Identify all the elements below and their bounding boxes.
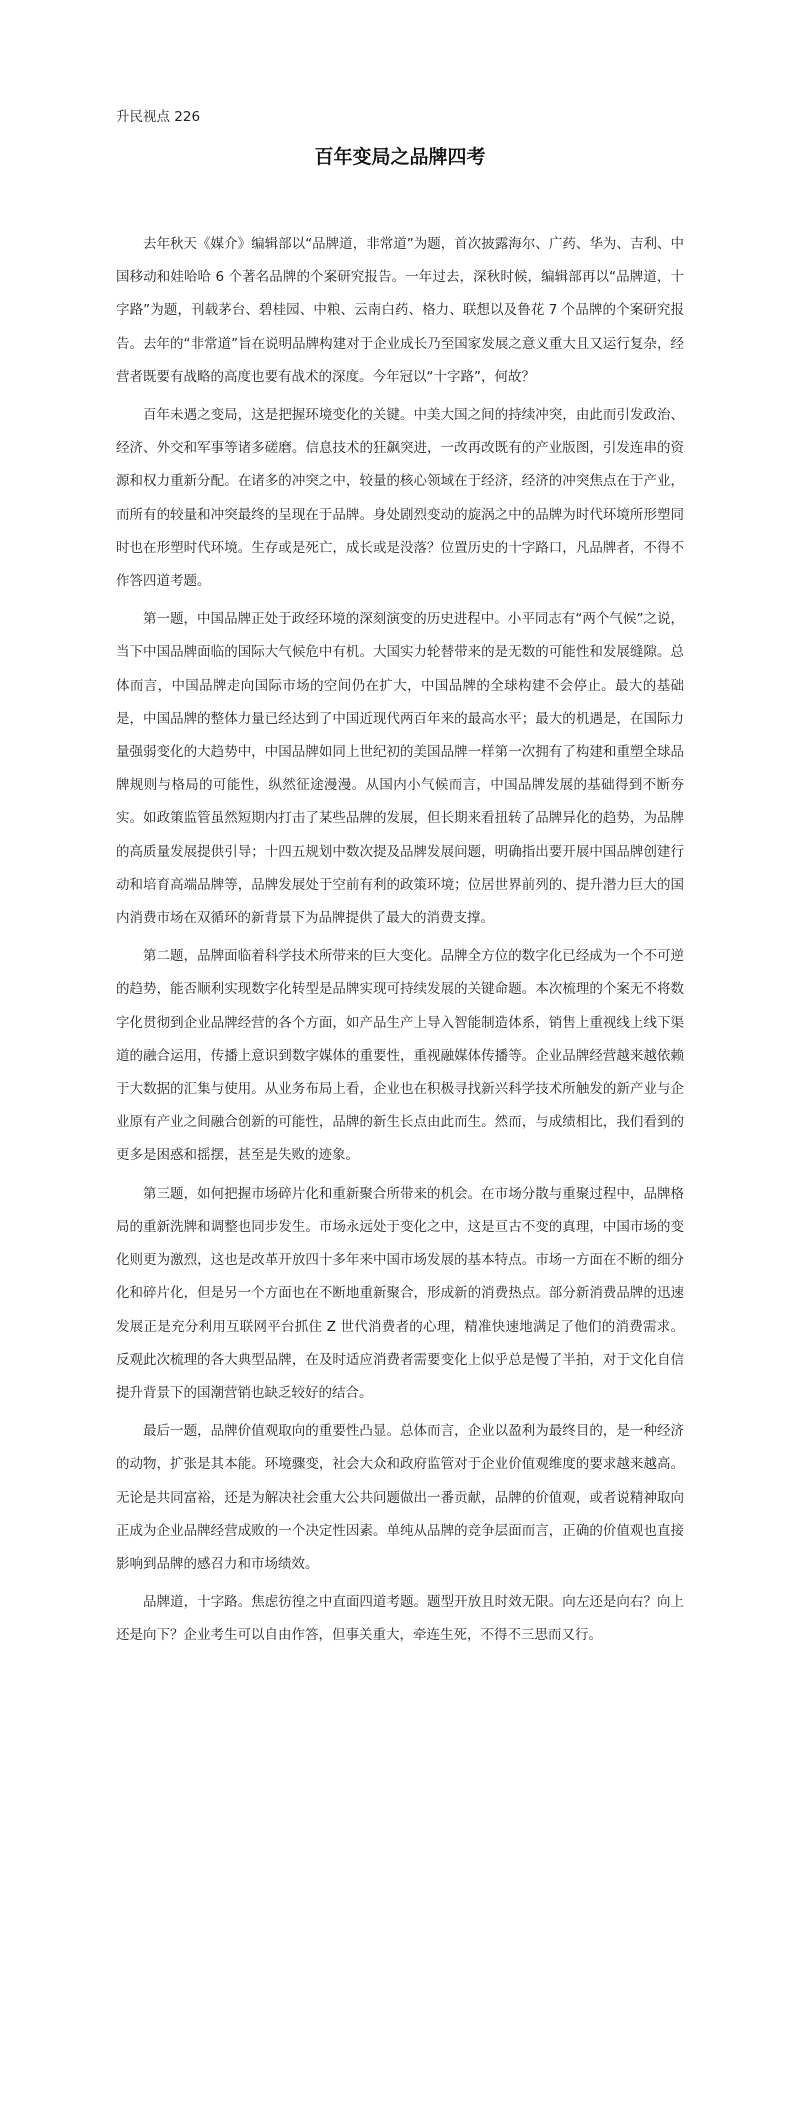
paragraph-question-2: 第二题，品牌面临着科学技术所带来的巨大变化。品牌全方位的数字化已经成为一个不可逆的趋势，能否顺利实现数字化转型是品牌实现可持续发展的关键命题。本次梳理的个案无不将数字化贯彻到企业品牌经营的各个方面，如产品生产上导入智能制造体系，销售上重视线上线下渠道的融合运用，传播上意识到数字媒体的重要性，重视融媒体传播等。企业品牌经营越来越依赖于大数据的汇集与使用。从业务布局上看，企业也在积极寻找新兴科学技术所触发的新产业与企业原有产业之间融合创新的可能性，品牌的新生长点由此而生。然而，与成绩相比，我们看到的更多是困惑和摇摆，甚至是失败的迹象。 (116, 948, 684, 1164)
paragraph-conclusion: 品牌道，十字路。焦虑彷徨之中直面四道考题。题型开放且时效无限。向左还是向右？向上还是向下？企业考生可以自由作答，但事关重大，牵连生死，不得不三思而又行。 (116, 1594, 684, 1644)
article-body (116, 228, 684, 1658)
column-label: 升民视点 226 (116, 109, 201, 125)
paragraph-question-4: 最后一题，品牌价值观取向的重要性凸显。总体而言，企业以盈利为最终目的，是一种经济的动物，扩张是其本能。环境骤变，社会大众和政府监管对于企业价值观维度的要求越来越高。无论是共同富裕，还是为解决社会重大公共问题做出一番贡献，品牌的价值观，或者说精神取向正成为企业品牌经营成败的一个决定性因素。单纯从品牌的竞争层面而言，正确的价值观也直接影响到品牌的感召力和市场绩效。 (116, 1423, 684, 1572)
paragraph-intro: 去年秋天《媒介》编辑部以“品牌道，非常道”为题，首次披露海尔、广药、华为、吉利、中国移动和娃哈哈 6 个著名品牌的个案研究报告。一年过去，深秋时候，编辑部再以“品牌道，十字路”为题，刊载茅台、碧桂园、中粮、云南白药、格力、联想以及鲁花 7 个品牌的个案研究报告。去年的“非常道”旨在说明品牌构建对于企业成长乃至国家发展之意义重大且又运行复杂，经营者既要有战略的高度也要有战术的深度。今年冠以“十字路”，何故？ (116, 236, 684, 385)
paragraph-question-3: 第三题，如何把握市场碎片化和重新聚合所带来的机会。在市场分散与重聚过程中，品牌格局的重新洗牌和调整也同步发生。市场永远处于变化之中，这是亘古不变的真理，中国市场的变化则更为激烈，这也是改革开放四十多年来中国市场发展的基本特点。市场一方面在不断的细分化和碎片化，但是另一个方面也在不断地重新聚合，形成新的消费热点。部分新消费品牌的迅速发展正是充分利用互联网平台抓住 Z 世代消费者的心理，精准快速地满足了他们的消费需求。反观此次梳理的各大典型品牌，在及时适应消费者需要变化上似乎总是慢了半拍，对于文化自信提升背景下的国潮营销也缺乏较好的结合。 (116, 1185, 684, 1401)
paragraph-context: 百年未遇之变局，这是把握环境变化的关键。中美大国之间的持续冲突，由此而引发政治、经济、外交和军事等诸多磋磨。信息技术的狂飙突进，一改再改既有的产业版图，引发连串的资源和权力重新分配。在诸多的冲突之中，较量的核心领域在于经济，经济的冲突焦点在于产业，而所有的较量和冲突最终的呈现在于品牌。身处剧烈变动的旋涡之中的品牌为时代环境所形塑同时也在形塑时代环境。生存或是死亡，成长或是没落？位置历史的十字路口，凡品牌者，不得不作答四道考题。 (116, 407, 684, 590)
paragraph-question-1: 第一题，中国品牌正处于政经环境的深刻演变的历史进程中。小平同志有“两个气候”之说，当下中国品牌面临的国际大气候危中有机。大国实力轮替带来的是无数的可能性和发展缝隙。总体而言，中国品牌走向国际市场的空间仍在扩大，中国品牌的全球构建不会停止。最大的基础是，中国品牌的整体力量已经达到了中国近现代两百年来的最高水平；最大的机遇是，在国际力量强弱变化的大趋势中，中国品牌如同上世纪初的美国品牌一样第一次拥有了构建和重塑全球品牌规则与格局的可能性，纵然征途漫漫。从国内小气候而言，中国品牌发展的基础得到不断夯实。如政策监管虽然短期内打击了某些品牌的发展，但长期来看扭转了品牌异化的趋势，为品牌的高质量发展提供引导；十四五规划中数次提及品牌发展问题，明确指出要开展中国品牌创建行动和培育高端品牌等，品牌发展处于空前有利的政策环境；位居世界前列的、提升潜力巨大的国内消费市场在双循环的新背景下为品牌提供了最大的消费支撑。 (116, 611, 684, 927)
article-title: 百年变局之品牌四考 (314, 146, 486, 168)
